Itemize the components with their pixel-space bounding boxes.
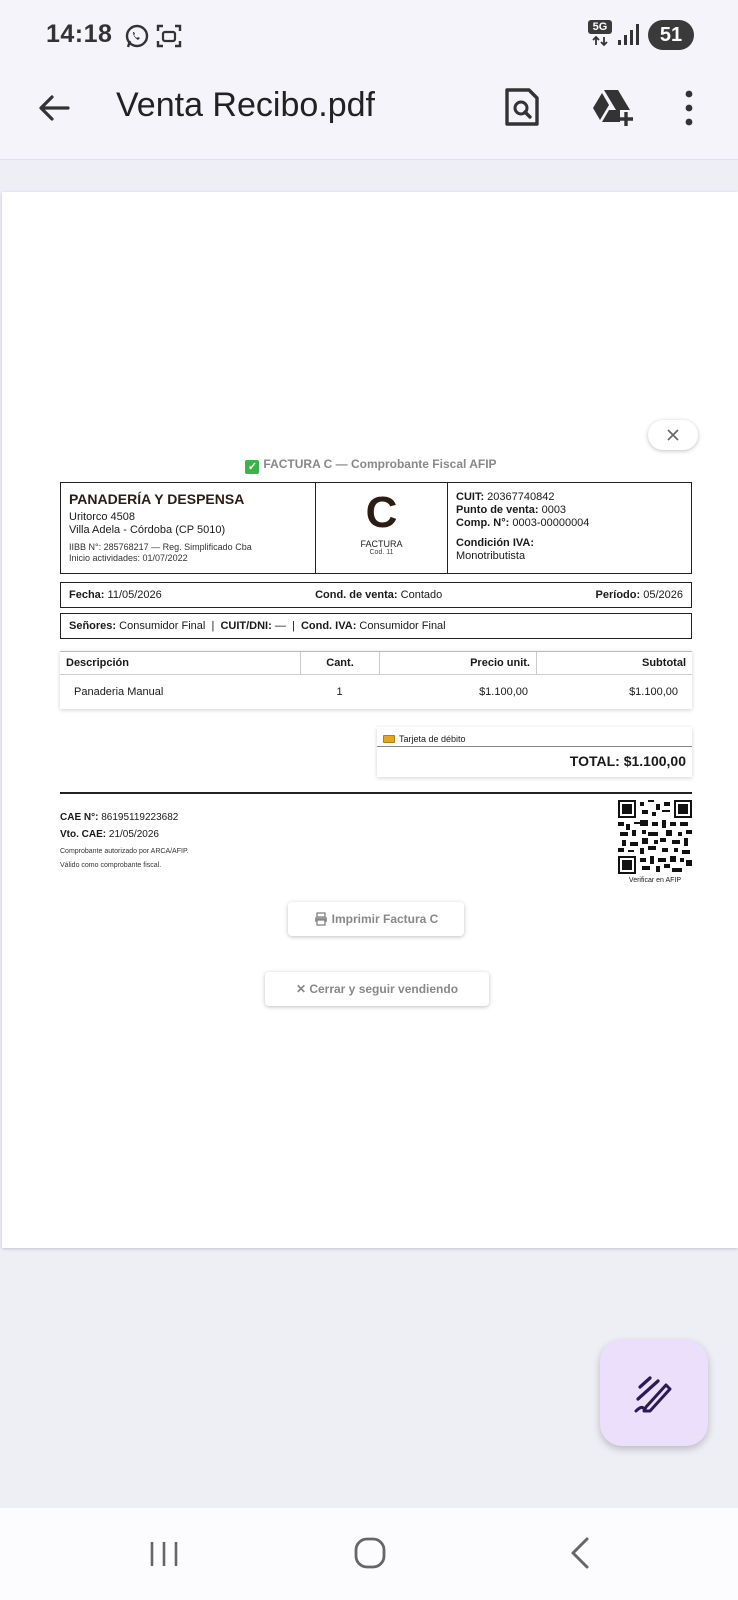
cuit-value: 20367740842 — [487, 491, 555, 503]
signal-icon — [616, 22, 642, 46]
search-document-icon[interactable] — [503, 86, 541, 128]
invoice-type — [316, 483, 448, 573]
row-cant: 1 — [336, 686, 343, 698]
status-time: 14:18 — [46, 20, 113, 48]
screenshot-icon — [155, 22, 183, 50]
recents-icon[interactable] — [148, 1538, 180, 1570]
cuit-label: CUIT: — [456, 491, 485, 503]
back-arrow-icon[interactable] — [36, 90, 72, 126]
comp-label: Comp. N°: — [456, 517, 510, 529]
cae-label: CAE N°: — [60, 812, 99, 823]
customer-row — [60, 613, 692, 639]
customer-cuit-label: CUIT/DNI: — [220, 620, 272, 632]
periodo-value: 05/2026 — [643, 589, 683, 601]
qr-verify-label: Verificar en AFIP — [628, 877, 682, 884]
print-invoice-label: Imprimir Factura C — [331, 912, 439, 926]
pv-value: 0003 — [541, 504, 567, 516]
fecha-value: 11/05/2026 — [107, 589, 162, 601]
business-info — [61, 483, 316, 573]
table-header — [60, 651, 692, 675]
header-descripcion: Descripción — [66, 657, 129, 669]
network-5g-icon — [588, 20, 612, 48]
battery-indicator: 51 — [648, 20, 694, 50]
close-receipt-button[interactable] — [648, 420, 698, 450]
print-invoice-button[interactable] — [288, 902, 464, 936]
pdf-page — [2, 192, 738, 1248]
senores-label: Señores: — [69, 620, 117, 632]
total-amount: TOTAL: $1.100,00 — [569, 753, 686, 769]
business-address: Uritorco 4508 — [69, 511, 136, 523]
business-iibb: IIBB N°: 285768217 — Reg. Simplificado Cba — [69, 542, 252, 552]
row-precio: $1.100,00 — [479, 686, 528, 698]
separator: | — [291, 620, 295, 632]
more-options-icon[interactable] — [680, 88, 698, 128]
home-icon[interactable] — [353, 1536, 387, 1570]
invoice-header — [2, 457, 738, 474]
header-precio: Precio unit. — [379, 652, 536, 674]
invoice-type-label: FACTURA — [360, 539, 403, 549]
network-label: 5G — [588, 20, 612, 34]
separator: | — [211, 620, 215, 632]
cae-note-2: Válido como comprobante fiscal. — [60, 862, 162, 869]
drive-add-icon[interactable] — [590, 86, 636, 128]
divider — [60, 792, 692, 794]
row-descripcion: Panaderia Manual — [74, 686, 164, 698]
customer-iva-value: Consumidor Final — [359, 620, 446, 632]
header-cant: Cant. — [300, 652, 379, 674]
cae-value: 86195119223682 — [101, 812, 179, 823]
vto-label: Vto. CAE: — [60, 829, 107, 840]
close-icon — [666, 428, 680, 442]
qr-code-icon — [618, 800, 692, 874]
invoice-letter: C — [365, 488, 398, 537]
iva-label: Condición IVA: — [456, 537, 535, 549]
invoice-header-text: FACTURA C — Comprobante Fiscal AFIP — [263, 457, 497, 471]
cae-note-1: Comprobante autorizado por ARCA/AFIP. — [60, 848, 189, 855]
navigation-bar — [0, 1508, 738, 1600]
close-and-continue-label: ✕ Cerrar y seguir vendiendo — [295, 982, 459, 996]
comp-value: 0003-00000004 — [512, 517, 590, 529]
invoice-code: Cod. 11 — [369, 549, 394, 556]
close-and-continue-button[interactable] — [265, 972, 489, 1006]
nav-back-icon[interactable] — [568, 1536, 592, 1570]
invoice-top-box — [60, 482, 692, 574]
invoice-meta-row — [60, 582, 692, 608]
business-start: Inicio actividades: 01/07/2022 — [69, 553, 188, 563]
document-title: Venta Recibo.pdf — [116, 86, 375, 124]
check-icon: ✓ — [245, 460, 259, 474]
periodo-label: Período: — [595, 589, 641, 601]
cond-label: Cond. de venta: — [315, 589, 398, 601]
payment-method — [377, 727, 692, 747]
fiscal-info — [448, 483, 691, 573]
business-name: PANADERÍA Y DESPENSA — [69, 491, 245, 507]
pen-annotate-icon — [632, 1371, 676, 1415]
whatsapp-icon — [123, 22, 151, 50]
status-bar — [0, 0, 738, 70]
row-subtotal: $1.100,00 — [629, 686, 678, 698]
vto-value: 21/05/2026 — [108, 829, 159, 840]
credit-card-icon — [383, 735, 395, 743]
payment-method-label: Tarjeta de débito — [399, 734, 466, 744]
business-city: Villa Adela - Córdoba (CP 5010) — [69, 524, 226, 536]
cae-info — [60, 809, 189, 873]
pv-label: Punto de venta: — [456, 504, 539, 516]
cond-value: Contado — [400, 589, 443, 601]
iva-value: Monotributista — [456, 550, 526, 562]
senores-value: Consumidor Final — [119, 620, 206, 632]
printer-icon — [314, 912, 328, 926]
items-table — [60, 651, 692, 709]
table-row — [60, 675, 692, 709]
app-bar — [0, 70, 738, 160]
header-subtotal: Subtotal — [536, 652, 692, 674]
total-card — [377, 727, 692, 777]
annotate-fab[interactable] — [600, 1340, 708, 1446]
fecha-label: Fecha: — [69, 589, 105, 601]
customer-iva-label: Cond. IVA: — [300, 620, 357, 632]
customer-cuit-value: — — [274, 620, 286, 632]
